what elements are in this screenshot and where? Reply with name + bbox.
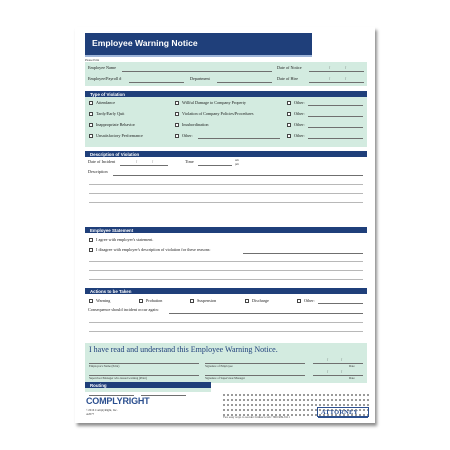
actions-heading: Actions to be Taken	[85, 288, 367, 294]
date-slash: /	[152, 159, 154, 164]
behavior-checkbox[interactable]	[89, 123, 93, 127]
description-line[interactable]	[89, 193, 363, 194]
policy-violation-checkbox[interactable]	[175, 112, 179, 116]
am-label: am	[235, 158, 239, 162]
reorder-note: Two easy ways to reorder: hrdirect.com • 800-999-9111	[223, 415, 290, 419]
statement-line[interactable]	[89, 270, 363, 271]
discharge-checkbox[interactable]	[245, 299, 249, 303]
title-stripe	[85, 55, 312, 57]
suspension-checkbox[interactable]	[190, 299, 194, 303]
please-print-note: Please Print	[85, 58, 100, 62]
other-field[interactable]	[308, 116, 363, 117]
date-slash: /	[327, 369, 329, 374]
violation-option-label: Unsatisfactory Performance	[96, 133, 143, 138]
date-of-hire-field[interactable]	[309, 82, 364, 83]
consequence-line[interactable]	[89, 331, 363, 332]
attendance-checkbox[interactable]	[89, 101, 93, 105]
statement-line[interactable]	[89, 261, 363, 262]
disagree-reasons-field[interactable]	[243, 253, 363, 254]
date-slash: /	[345, 76, 347, 81]
violation-option-label: Willful Damage to Company Property	[182, 100, 247, 105]
action-option-label: Other:	[304, 298, 315, 303]
violation-option-label: Other:	[294, 122, 305, 127]
disagree-label: I disagree with employer's description of violation for these reasons:	[96, 247, 211, 252]
warning-checkbox[interactable]	[89, 299, 93, 303]
title-bar	[85, 33, 312, 55]
employee-name-print-label: Employee's Name (Print)	[89, 364, 120, 368]
date-slash: /	[327, 357, 329, 362]
violation-option-label: Other:	[294, 133, 305, 138]
supervisor-date-field[interactable]	[313, 375, 363, 376]
supervisor-name-print-label: Supervisor/Manager who issued warning (Print)	[89, 376, 147, 380]
supervisor-signature-label: Signature of Supervisor/Manager	[205, 376, 245, 380]
other-checkbox[interactable]	[175, 134, 179, 138]
employee-payroll-field[interactable]	[129, 82, 184, 83]
violation-option-label: Attendance	[96, 100, 116, 105]
date-of-notice-label: Date of Notice	[277, 65, 302, 70]
action-option-label: Suspension	[197, 298, 217, 303]
violation-option-label: Other:	[294, 111, 305, 116]
violation-option-label: Insubordination	[182, 122, 209, 127]
other-action-checkbox[interactable]	[297, 299, 301, 303]
disagree-checkbox[interactable]	[89, 248, 93, 252]
action-option-label: Discharge	[252, 298, 269, 303]
date-label: Date	[349, 376, 355, 380]
violation-option-label: Violation of Company Policies/Procedures	[182, 111, 254, 116]
date-slash: /	[329, 65, 331, 70]
description-label: Description	[88, 169, 108, 174]
department-label: Department	[190, 76, 210, 81]
other-field[interactable]	[308, 138, 363, 139]
warning-notice-form	[75, 27, 375, 423]
employee-date-field[interactable]	[313, 363, 363, 364]
complyright-logo: COMPLYRIGHT	[86, 396, 150, 406]
action-option-label: Warning	[96, 298, 111, 303]
employee-statement-heading: Employee Statement	[85, 227, 367, 233]
performance-checkbox[interactable]	[89, 134, 93, 138]
employee-name-label: Employee Name	[88, 65, 117, 70]
employee-payroll-label: Employee/Payroll #	[88, 76, 122, 81]
description-line[interactable]	[89, 184, 363, 185]
copyright-text: ©2016 ComplyRight, Inc.	[86, 408, 118, 412]
consequence-line[interactable]	[89, 322, 363, 323]
pm-label: pm	[235, 162, 239, 166]
routing-heading: Routing	[85, 382, 211, 388]
attorney-badge: ATTORNEY	[317, 407, 369, 417]
department-field[interactable]	[217, 82, 272, 83]
date-slash: /	[136, 159, 138, 164]
other-action-field[interactable]	[318, 303, 363, 304]
other-checkbox[interactable]	[287, 134, 291, 138]
employee-signature-label: Signature of Employee	[205, 364, 233, 368]
other-field[interactable]	[308, 127, 363, 128]
violation-option-label: Inappropriate Behavior	[96, 122, 135, 127]
tardy-checkbox[interactable]	[89, 112, 93, 116]
date-of-hire-label: Date of Hire	[277, 76, 298, 81]
time-field[interactable]	[198, 165, 232, 166]
description-heading: Description of Violation	[85, 151, 367, 157]
date-slash: /	[329, 76, 331, 81]
consequence-label: Consequence should incident occur again:	[88, 307, 159, 312]
acknowledgement-title: I have read and understand this Employee Warning Notice.	[89, 345, 278, 354]
date-slash: /	[345, 65, 347, 70]
violation-option-label: Tardy/Early Quit	[96, 111, 125, 116]
violation-option-label: Other:	[294, 100, 305, 105]
violation-option-label: Other:	[182, 133, 193, 138]
description-field[interactable]	[113, 175, 363, 176]
form-code: A2077	[86, 412, 95, 416]
agree-checkbox[interactable]	[89, 238, 93, 242]
routing-band	[85, 388, 211, 392]
other-field[interactable]	[308, 105, 363, 106]
time-label: Time	[185, 159, 194, 164]
type-of-violation-heading: Type of Violation	[85, 91, 367, 97]
other-field[interactable]	[198, 138, 280, 139]
statement-line[interactable]	[89, 279, 363, 280]
date-of-incident-label: Date of Incident	[88, 159, 116, 164]
consequence-field[interactable]	[169, 313, 363, 314]
other-checkbox[interactable]	[287, 123, 291, 127]
date-label: Date	[349, 364, 355, 368]
date-of-notice-field[interactable]	[309, 71, 364, 72]
description-line[interactable]	[89, 202, 363, 203]
other-checkbox[interactable]	[287, 101, 291, 105]
form-title: Employee Warning Notice	[92, 38, 198, 48]
action-option-label: Probation	[146, 298, 163, 303]
date-slash: /	[341, 369, 343, 374]
date-slash: /	[341, 357, 343, 362]
agree-label: I agree with employer's statement.	[96, 237, 154, 242]
insubordination-checkbox[interactable]	[175, 123, 179, 127]
other-checkbox[interactable]	[287, 112, 291, 116]
date-of-incident-field[interactable]	[120, 165, 168, 166]
employee-name-field[interactable]	[122, 71, 272, 72]
probation-checkbox[interactable]	[139, 299, 143, 303]
property-damage-checkbox[interactable]	[175, 101, 179, 105]
